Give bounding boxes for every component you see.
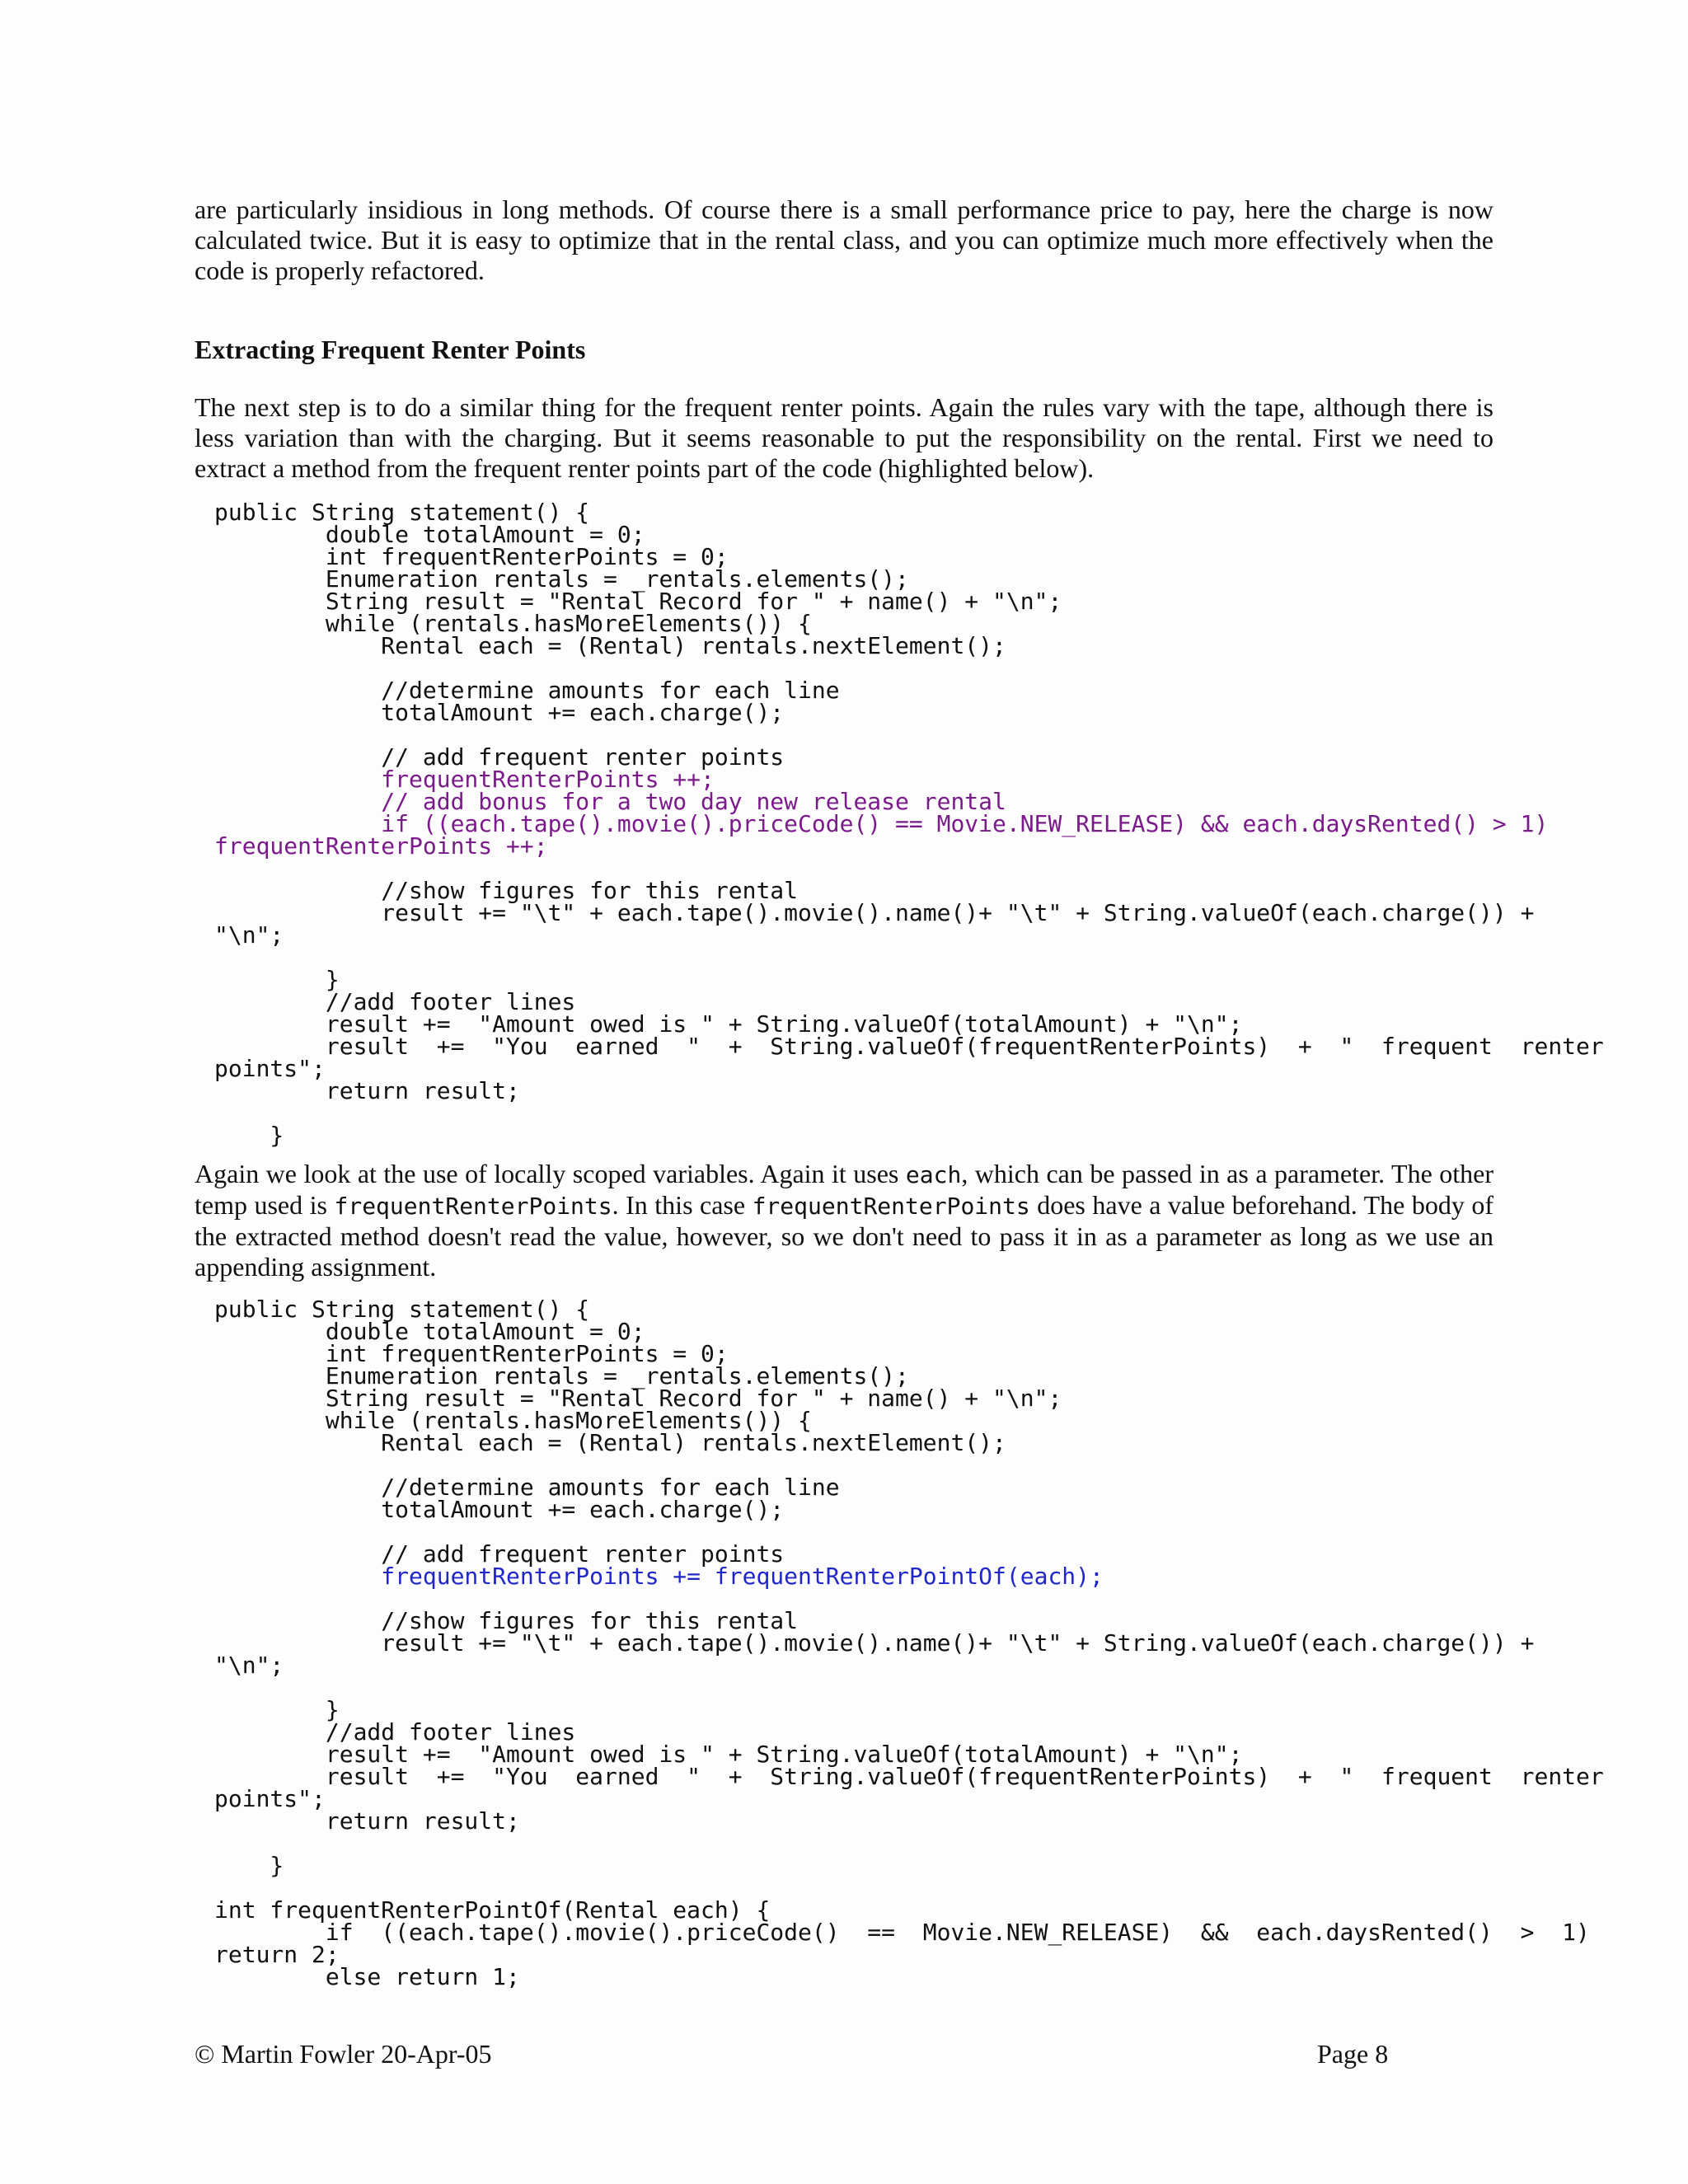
code-line: Rental each = (Rental) rentals.nextElement(); — [214, 1429, 1006, 1456]
code-blank-line — [214, 1587, 1493, 1610]
code-line: } — [214, 1852, 284, 1879]
code-blank-line — [214, 1832, 1493, 1854]
inline-code: each — [905, 1161, 962, 1188]
code-line: points"; — [214, 1785, 326, 1812]
code-line: String result = "Rental Record for " + name() + "\n"; — [214, 1385, 1062, 1412]
paragraph-local-variables — [195, 1159, 1493, 1282]
code-line: result += "You earned " + String.valueOf(frequentRenterPoints) + " frequent renter — [214, 1033, 1604, 1060]
code-line: "\n"; — [214, 1652, 284, 1679]
code-line: int frequentRenterPoints = 0; — [214, 1340, 729, 1367]
code-line-highlighted: if ((each.tape().movie().priceCode() == Movie.NEW_RELEASE) && each.daysRented() > 1) — [214, 810, 1549, 837]
code-blank-line — [214, 1521, 1493, 1543]
paragraph-text: does have a value beforehand. The body of the extracted method doesn't read the value, however, so we don't need to pass it in as a parameter as long as we use an appending assignment. — [195, 1190, 1494, 1282]
code-line: else return 1; — [214, 1963, 520, 1990]
section-heading: Extracting Frequent Renter Points — [195, 335, 586, 364]
code-line: if ((each.tape().movie().priceCode() == Movie.NEW_RELEASE) && each.daysRented() > 1) — [214, 1919, 1590, 1946]
code-line: result += "Amount owed is " + String.valueOf(totalAmount) + "\n"; — [214, 1741, 1243, 1768]
paragraph-frequent-renter: The next step is to do a similar thing for the frequent renter points. Again the rules vary with the tape, although there is less variation than with the charging. But it seems reasonable to put the responsibility on the rental. First we need to extract a method from the frequent renter points part of the code (highlighted below). — [195, 392, 1493, 483]
code-line: //determine amounts for each line — [214, 677, 840, 704]
code-line: //add footer lines — [214, 1718, 576, 1746]
code-line-highlighted: frequentRenterPoints += frequentRenterPointOf(each); — [214, 1563, 1104, 1590]
code-line: result += "\t" + each.tape().movie().name()+ "\t" + String.valueOf(each.charge()) + — [214, 1629, 1535, 1657]
paragraph-text: , which can be passed in as a parameter. The other temp used is — [195, 1159, 1494, 1220]
code-line: //show figures for this rental — [214, 1607, 799, 1634]
code-line: // add frequent renter points — [214, 1540, 785, 1568]
code-line: //determine amounts for each line — [214, 1474, 840, 1501]
footer-copyright: © Martin Fowler 20-Apr-05 — [195, 2039, 492, 2069]
code-line: public String statement() { — [214, 499, 590, 526]
code-line: result += "\t" + each.tape().movie().name()+ "\t" + String.valueOf(each.charge()) + — [214, 899, 1535, 926]
code-line-highlighted: frequentRenterPoints ++; — [214, 766, 715, 793]
intro-paragraph: are particularly insidious in long methods. Of course there is a small performance price to pay, here the charge is now calculated twice. But it is easy to optimize that in the rental class, and you can optimize much more effectively when the code is properly refactored. — [195, 194, 1493, 285]
code-line: return 2; — [214, 1941, 340, 1968]
inline-code: frequentRenterPoints — [334, 1193, 612, 1220]
code-block-statement-refactored — [214, 1296, 1604, 1990]
code-blank-line — [214, 946, 1493, 968]
code-blank-line — [214, 1877, 1493, 1899]
code-line: //show figures for this rental — [214, 877, 799, 904]
code-line: } — [214, 1122, 284, 1149]
code-line: totalAmount += each.charge(); — [214, 699, 785, 726]
code-line: Enumeration rentals = _rentals.elements(); — [214, 565, 909, 593]
code-block-statement-original — [214, 499, 1604, 1149]
paragraph-text: Again we look at the use of locally scoped variables. Again it uses — [195, 1159, 906, 1188]
code-line-highlighted: frequentRenterPoints ++; — [214, 832, 548, 860]
code-blank-line — [214, 1454, 1493, 1476]
code-line: double totalAmount = 0; — [214, 521, 645, 548]
paragraph-text: . In this case — [612, 1190, 753, 1220]
code-line: double totalAmount = 0; — [214, 1318, 645, 1345]
code-line: // add frequent renter points — [214, 743, 785, 771]
code-blank-line — [214, 1102, 1493, 1124]
code-line: result += "Amount owed is " + String.valueOf(totalAmount) + "\n"; — [214, 1010, 1243, 1038]
code-blank-line — [214, 657, 1493, 679]
code-line: } — [214, 1696, 340, 1723]
code-line: //add footer lines — [214, 988, 576, 1015]
code-line: int frequentRenterPointOf(Rental each) { — [214, 1896, 771, 1924]
code-line: totalAmount += each.charge(); — [214, 1496, 785, 1523]
code-line: } — [214, 966, 340, 993]
footer-page-number: Page 8 — [1317, 2039, 1389, 2069]
code-line: while (rentals.hasMoreElements()) { — [214, 610, 812, 637]
code-line: points"; — [214, 1055, 326, 1082]
code-line: while (rentals.hasMoreElements()) { — [214, 1407, 812, 1434]
code-blank-line — [214, 1676, 1493, 1699]
code-line: return result; — [214, 1807, 520, 1835]
code-blank-line — [214, 724, 1493, 746]
code-line: String result = "Rental Record for " + name() + "\n"; — [214, 588, 1062, 615]
code-line: "\n"; — [214, 921, 284, 949]
code-line: result += "You earned " + String.valueOf(frequentRenterPoints) + " frequent renter — [214, 1763, 1604, 1790]
code-line: Enumeration rentals = _rentals.elements(); — [214, 1362, 909, 1390]
inline-code: frequentRenterPoints — [752, 1193, 1030, 1220]
code-line: public String statement() { — [214, 1296, 590, 1323]
code-line: int frequentRenterPoints = 0; — [214, 543, 729, 570]
code-line: Rental each = (Rental) rentals.nextElement(); — [214, 632, 1006, 659]
code-blank-line — [214, 857, 1493, 879]
code-line: return result; — [214, 1077, 520, 1104]
code-line-highlighted: // add bonus for a two day new release rental — [214, 788, 1006, 815]
